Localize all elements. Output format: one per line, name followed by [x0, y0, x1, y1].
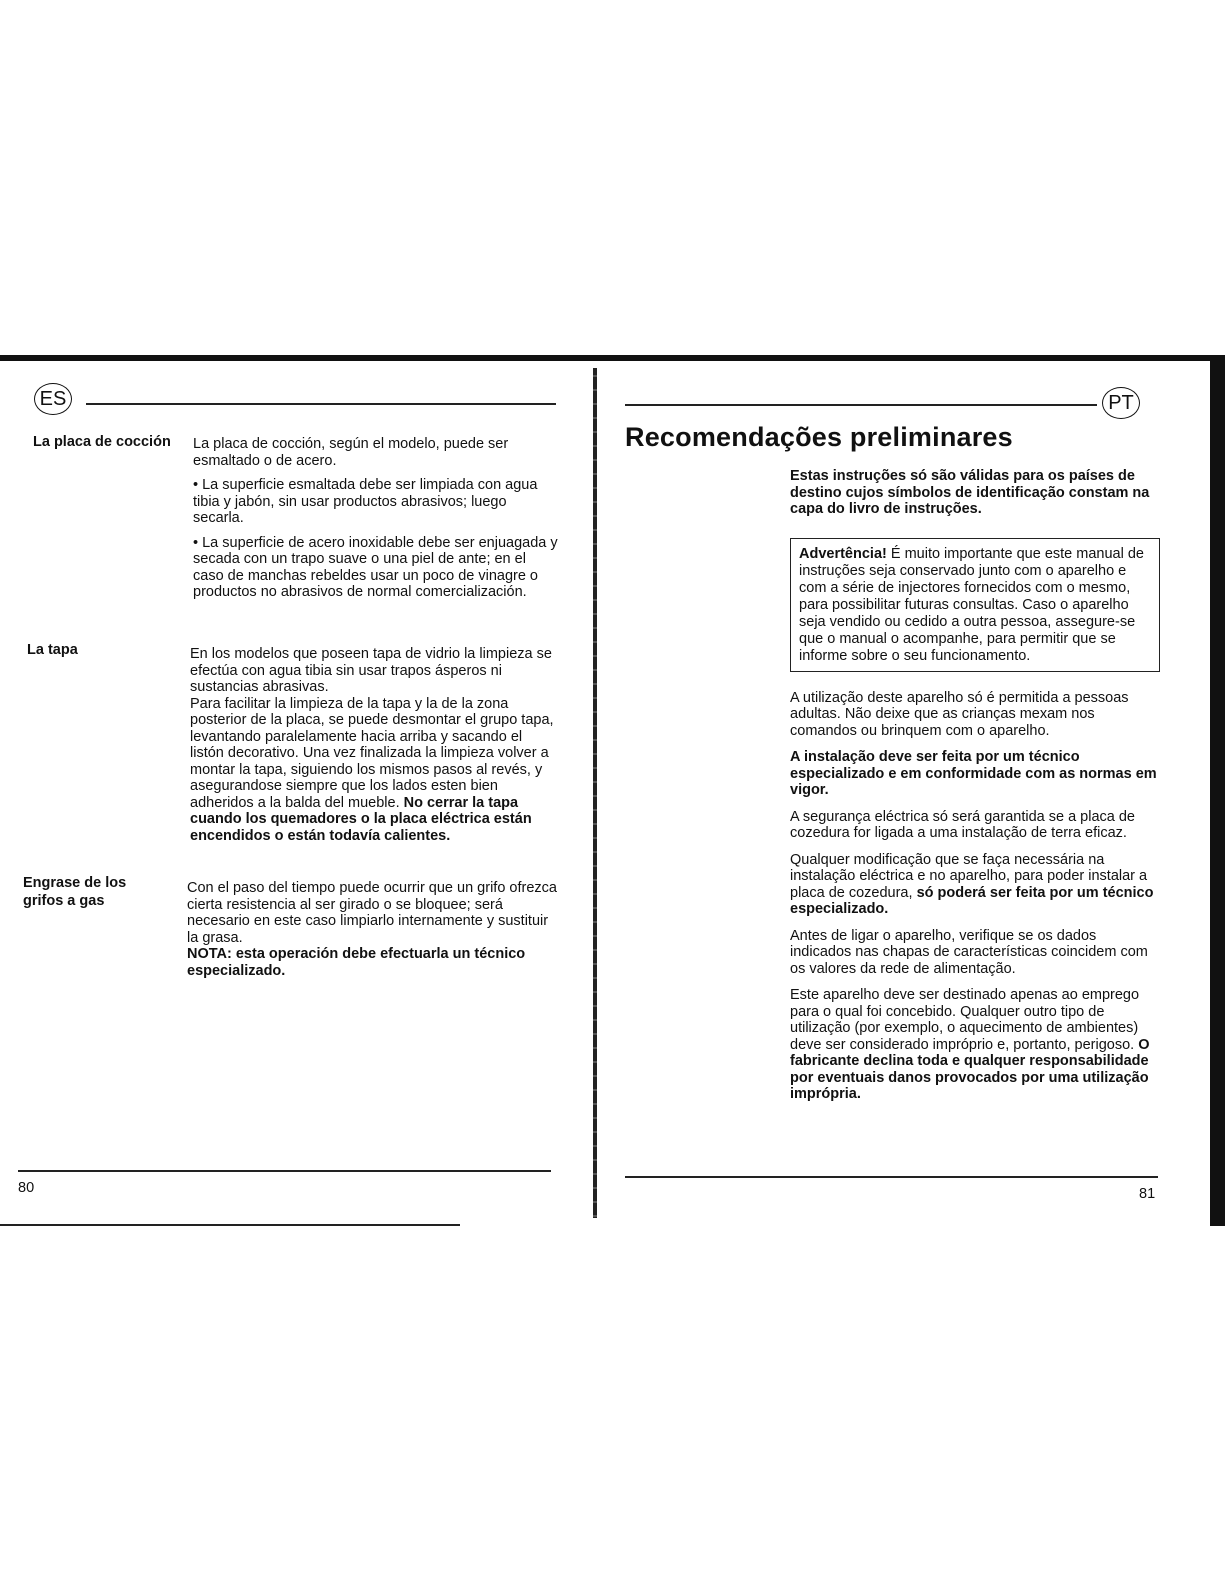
paragraph: [190, 696, 558, 845]
section-body-placa: [193, 436, 558, 601]
paragraph-text: Para facilitar la limpieza de la tapa y la de la zona posterior de la placa, se puede desmontar el grupo tapa, levantando paralelamente hacia arriba y sacando el listón decorativo. Una vez finalizada la limpieza volver a montar la tapa, siguiendo los mismos pasos al revés, y asegurandose siempre que los lados esten bien adheridos a la balda del mueble.: [190, 695, 554, 811]
installation-warning: A instalação deve ser feita por um técnico especializado e em conformidade com as normas em vigor.: [790, 749, 1157, 798]
paragraph-text: Este aparelho deve ser destinado apenas ao emprego para o qual foi concebido. Qualquer outro tipo de utilização (por exemplo, o aquecimento de ambientes) deve ser considerado impróprio e, portanto, perigoso.: [790, 987, 1140, 1053]
book-spine: [593, 368, 597, 1218]
paragraph: Con el paso del tiempo puede ocurrir que un grifo ofrezca cierta resistencia al ser girado o se bloquee; será necesario en este caso limpiarlo internamente y sustituir la grasa.: [187, 880, 557, 946]
top-scan-border: [0, 355, 1225, 361]
section-heading-tapa: La tapa: [27, 642, 78, 658]
right-column: [790, 468, 1160, 1103]
warning-text: É muito importante que este manual de instruções seja conservado junto com o aparelho e com a série de injectores fornecidos com o mesmo, para possibilitar futuras consultas. Caso o aparelho seja vendido ou cedido a outra pessoa, assegure-se que o manual o acompanhe, para permitir que se informe sobre o seu funcionamento.: [799, 545, 1144, 664]
section-heading-placa: La placa de cocción: [33, 434, 171, 450]
header-rule-left: [86, 403, 556, 405]
page-title: Recomendações preliminares: [625, 422, 1013, 452]
paragraph: En los modelos que poseen tapa de vidrio la limpieza se efectúa con agua tibia sin usar trapos ásperos ni sustancias abrasivas.: [190, 646, 552, 695]
paragraph: La placa de cocción, según el modelo, puede ser esmaltado o de acero.: [193, 436, 509, 469]
language-badge-pt: PT: [1102, 387, 1140, 419]
section-heading-grifos: Engrase de los grifos a gas: [23, 875, 127, 909]
page-number-left: 80: [18, 1180, 35, 1196]
bottom-scan-line: [0, 1224, 460, 1226]
warning-label: Advertência!: [799, 545, 887, 562]
paragraph-bold: só poderá ser feita por um técnico especializado.: [790, 884, 1154, 917]
warning-bold-text: No cerrar la tapa cuando los quemadores o la placa eléctrica están encendidos o están todavía calientes.: [190, 794, 532, 844]
note-text: NOTA: esta operación debe efectuarla un técnico especializado.: [187, 946, 526, 979]
footer-rule-left: [18, 1170, 551, 1172]
header-rule-right: [625, 404, 1097, 406]
paragraph: • La superficie de acero inoxidable debe ser enjuagada y secada con un trapo suave o una piel de ante; en el caso de manchas rebeldes usar un poco de vinagre o productos no abrasivos de normal comercialización.: [193, 534, 558, 600]
right-scan-border: [1210, 355, 1225, 1226]
section-body-tapa: [190, 646, 558, 844]
paragraph: A segurança eléctrica só será garantida se a placa de cozedura for ligada a uma instalação de terra eficaz.: [790, 808, 1135, 841]
footer-rule-right: [625, 1176, 1158, 1178]
paragraph: • La superficie esmaltada debe ser limpiada con agua tibia y jabón, sin usar productos abrasivos; luego secarla.: [193, 477, 538, 526]
section-body-grifos: [187, 880, 557, 979]
paragraph-text: Qualquer modificação que se faça necessária na instalação eléctrica e no aparelho, para poder instalar a placa de cozedura,: [790, 851, 1148, 901]
page-number-right: 81: [1139, 1186, 1156, 1202]
intro-text: Estas instruções só são válidas para os países de destino cujos símbolos de identificação constam na capa do livro de instruções.: [790, 468, 1150, 517]
liability-text: O fabricante declina toda e qualquer responsabilidade por eventuais danos provocados por uma utilização imprópria.: [790, 1036, 1150, 1102]
warning-box: [790, 538, 1160, 672]
language-badge-es: ES: [34, 383, 72, 415]
paragraph: [790, 987, 1160, 1103]
paragraph: Antes de ligar o aparelho, verifique se os dados indicados nas chapas de características coincidem com os valores da rede de alimentação.: [790, 927, 1148, 977]
paragraph: [790, 852, 1160, 918]
paragraph: A utilização deste aparelho só é permitida a pessoas adultas. Não deixe que as crianças mexam nos comandos ou brinquem com o aparelho.: [790, 689, 1129, 739]
